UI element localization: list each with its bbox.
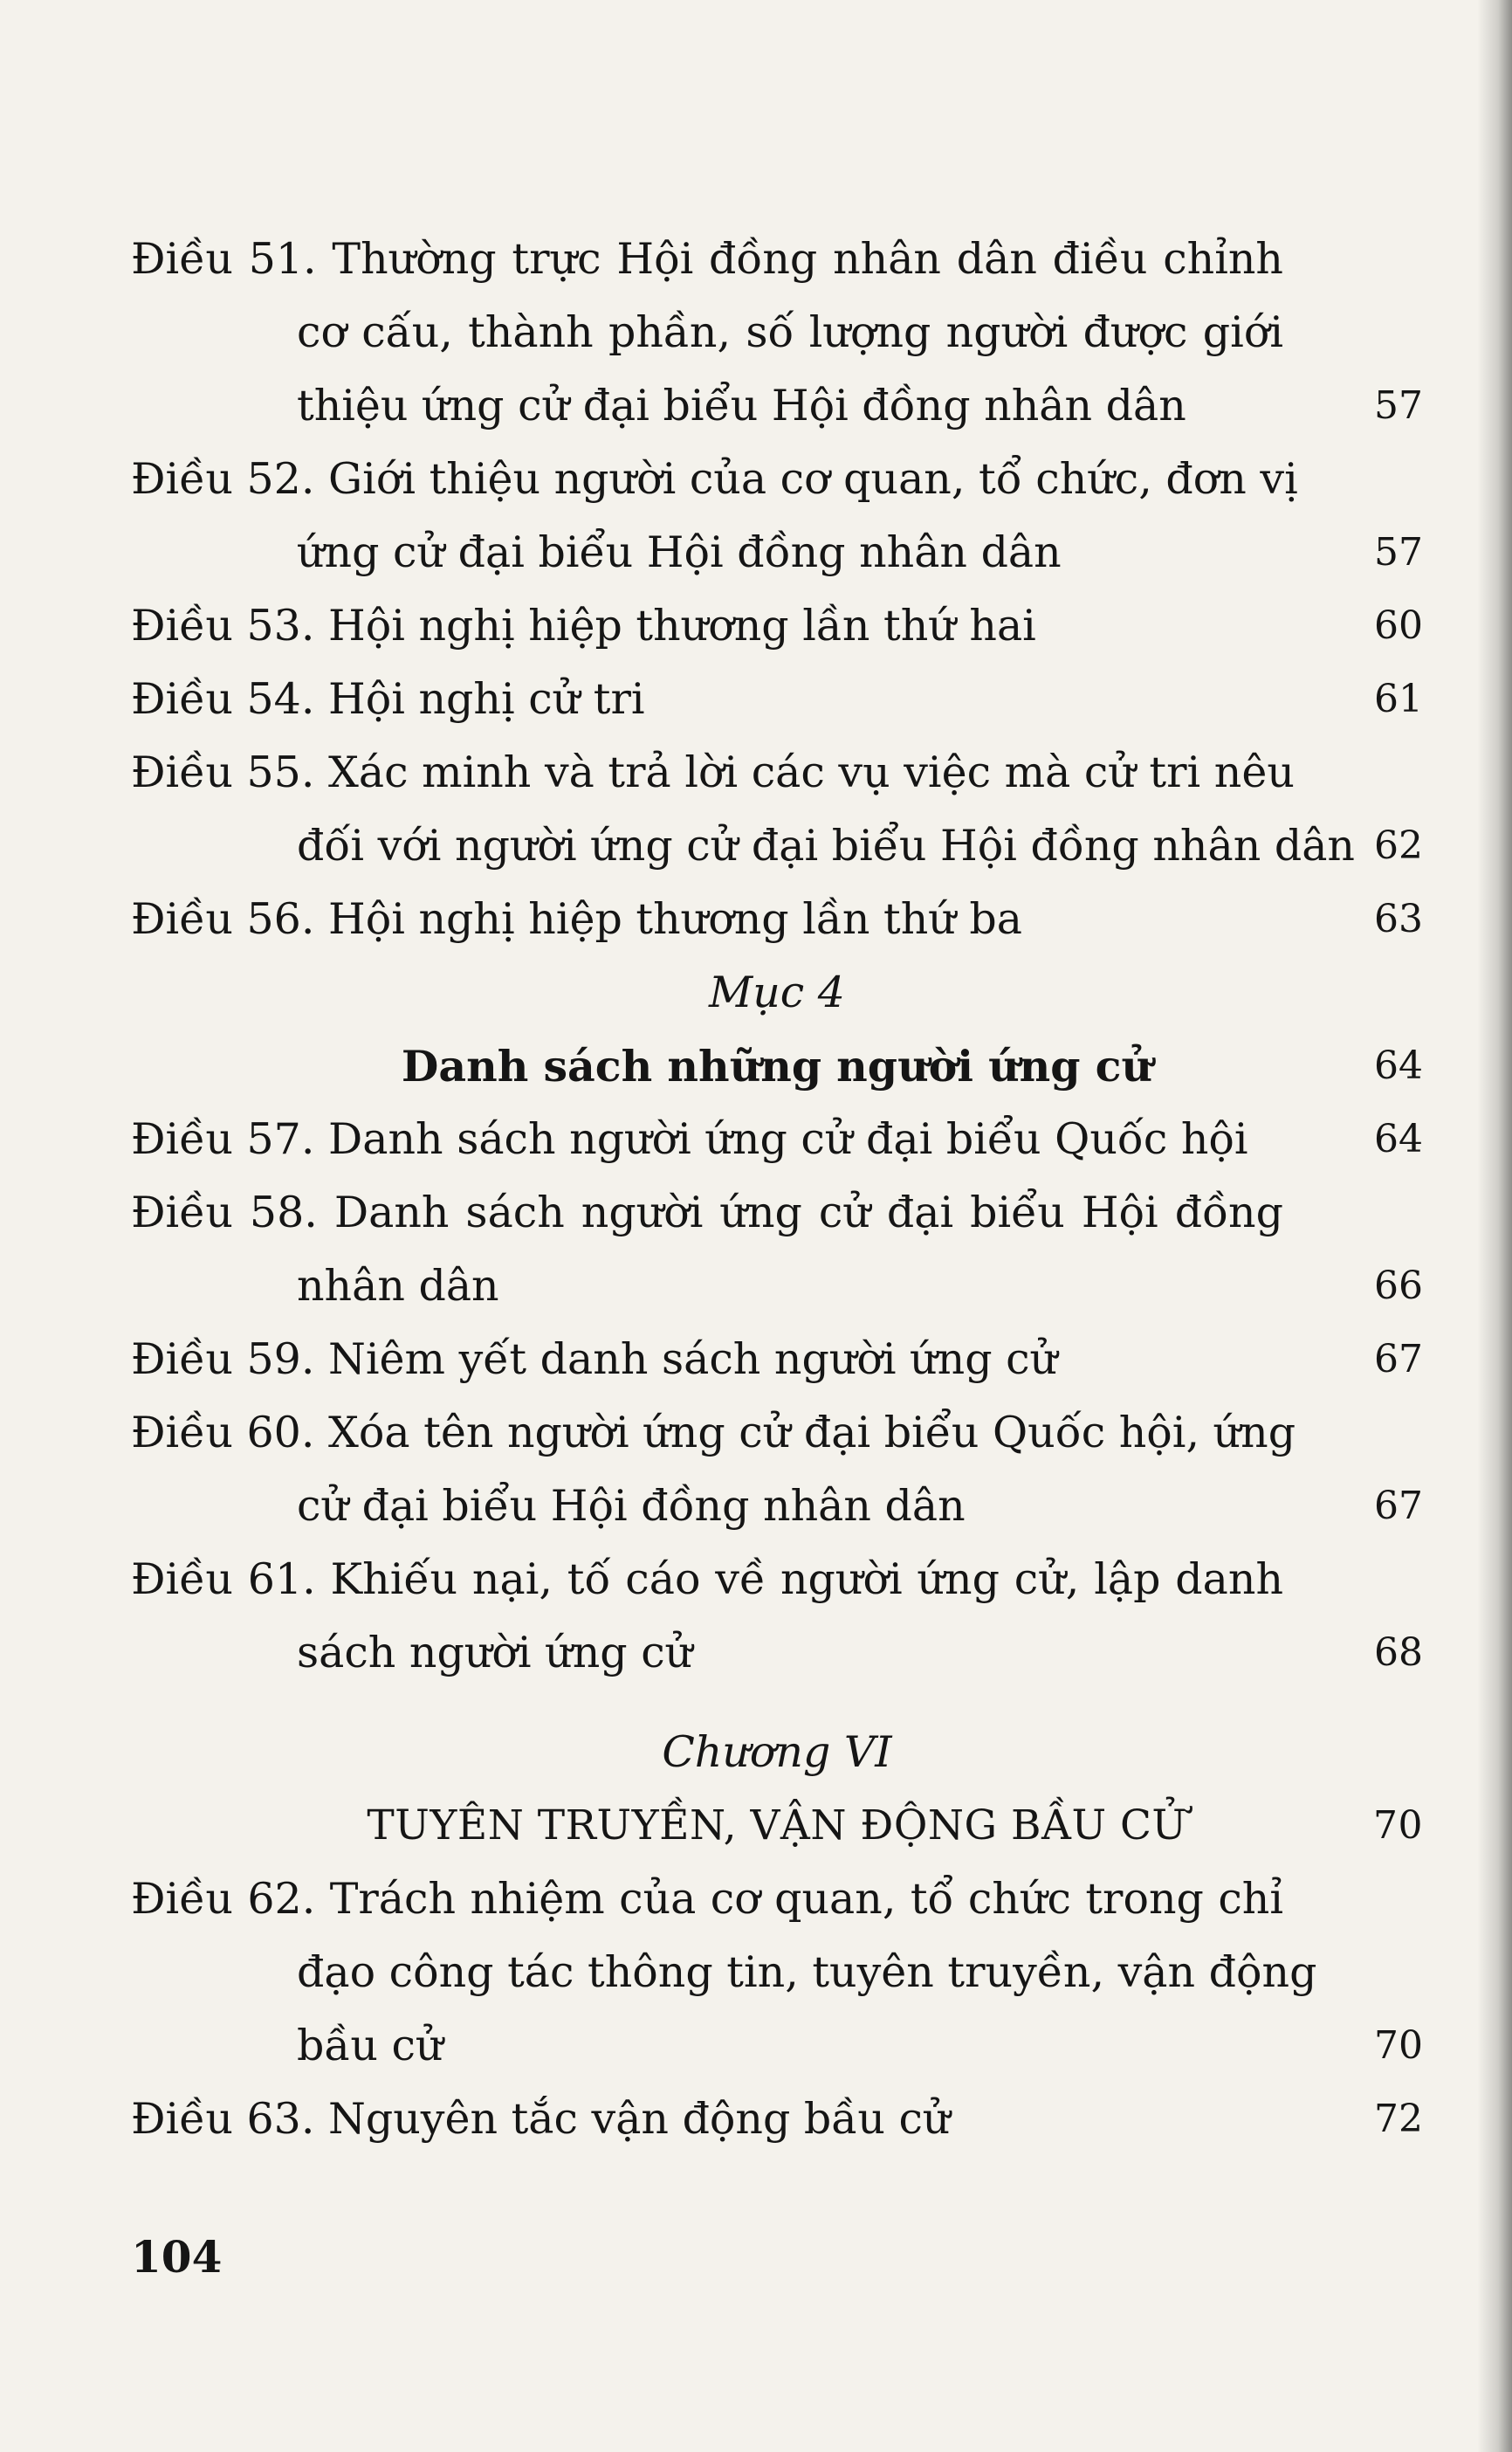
toc-entry-line: Điều 53. Hội nghị hiệp thương lần thứ hai	[131, 601, 1036, 651]
chapter-label-text: Chương VI	[662, 1727, 892, 1777]
toc-entry-page-number: 64	[1374, 1117, 1423, 1161]
toc-entry-line: cơ cấu, thành phần, số lượng người được giới	[297, 307, 1283, 357]
toc-entry-line: ứng cử đại biểu Hội đồng nhân dân	[297, 527, 1062, 577]
section-title[interactable]	[131, 1030, 1423, 1103]
toc-entry-page-number: 63	[1374, 897, 1423, 941]
section-label-text: Mục 4	[709, 968, 845, 1017]
toc-entry-page-number: 66	[1374, 1264, 1423, 1308]
toc-entry-line: nhân dân	[297, 1261, 499, 1311]
toc-entry-page-number: 72	[1374, 2097, 1423, 2141]
toc-entry-line: thiệu ứng cử đại biểu Hội đồng nhân dân	[297, 381, 1186, 430]
chapter-label	[131, 1716, 1423, 1789]
toc-entry-line: Điều 62. Trách nhiệm của cơ quan, tổ chức trong chỉ	[131, 1874, 1283, 1924]
toc-entry-line: Điều 61. Khiếu nại, tố cáo về người ứng cử, lập danh	[131, 1554, 1283, 1604]
section-label	[131, 956, 1423, 1030]
page-folio: 104	[131, 2231, 223, 2283]
toc-entry-line: Điều 52. Giới thiệu người của cơ quan, tổ chức, đơn vị	[131, 454, 1298, 504]
toc-entry[interactable]	[131, 1396, 1423, 1543]
toc-entry-line: đối với người ứng cử đại biểu Hội đồng nhân dân	[297, 821, 1355, 871]
toc-entry-page-number: 67	[1374, 1337, 1423, 1381]
toc-entry-line: Điều 60. Xóa tên người ứng cử đại biểu Quốc hội, ứng	[131, 1408, 1296, 1457]
toc-entry-line: Điều 54. Hội nghị cử tri	[131, 674, 645, 724]
toc-entry[interactable]	[131, 736, 1423, 883]
toc-entry[interactable]	[131, 223, 1423, 443]
table-of-contents	[131, 223, 1423, 2156]
section-title-text: Danh sách những người ứng cử	[401, 1041, 1153, 1092]
toc-entry-line: Điều 58. Danh sách người ứng cử đại biểu Hội đồng	[131, 1188, 1283, 1237]
toc-entry-line: cử đại biểu Hội đồng nhân dân	[297, 1481, 966, 1531]
toc-entry-page-number: 67	[1374, 1484, 1423, 1528]
toc-entry-line: Điều 57. Danh sách người ứng cử đại biểu Quốc hội	[131, 1114, 1248, 1164]
toc-entry[interactable]	[131, 1863, 1423, 2083]
toc-entry[interactable]	[131, 1176, 1423, 1323]
chapter-title-text: TUYÊN TRUYỀN, VẬN ĐỘNG BẦU CỬ	[367, 1801, 1187, 1849]
chapter-page-number: 70	[1373, 1803, 1423, 1848]
chapter-gap	[131, 1690, 1423, 1716]
toc-entry[interactable]	[131, 1103, 1423, 1176]
toc-entry-line: Điều 63. Nguyên tắc vận động bầu cử	[131, 2094, 951, 2144]
toc-entry-page-number: 60	[1374, 603, 1423, 648]
toc-entry-page-number: 70	[1374, 2023, 1423, 2068]
toc-entry[interactable]	[131, 663, 1423, 736]
toc-entry-page-number: 61	[1374, 677, 1423, 721]
toc-entry-page-number: 62	[1374, 823, 1423, 868]
toc-entry-page-number: 68	[1374, 1630, 1423, 1675]
toc-entry[interactable]	[131, 883, 1423, 956]
toc-entry[interactable]	[131, 443, 1423, 589]
toc-group-section-3	[131, 223, 1423, 956]
section-page-number: 64	[1374, 1043, 1423, 1088]
toc-entry-line: Điều 51. Thường trực Hội đồng nhân dân điều chỉnh	[131, 234, 1283, 284]
toc-group-chapter-6	[131, 1863, 1423, 2156]
toc-entry[interactable]	[131, 2083, 1423, 2156]
toc-entry-line: Điều 56. Hội nghị hiệp thương lần thứ ba	[131, 894, 1022, 944]
toc-entry-line: bầu cử	[297, 2021, 443, 2070]
toc-entry-page-number: 57	[1374, 383, 1423, 428]
toc-entry-line: sách người ứng cử	[297, 1628, 693, 1677]
toc-group-section-4	[131, 1103, 1423, 1690]
toc-entry-line: đạo công tác thông tin, tuyên truyền, vận động	[297, 1947, 1317, 1997]
toc-entry[interactable]	[131, 1323, 1423, 1396]
toc-entry-line: Điều 59. Niêm yết danh sách người ứng cử	[131, 1334, 1058, 1384]
chapter-title[interactable]	[131, 1789, 1423, 1863]
page-edge-shadow	[1477, 0, 1512, 2452]
toc-entry[interactable]	[131, 589, 1423, 663]
toc-entry-page-number: 57	[1374, 530, 1423, 575]
toc-entry-line: Điều 55. Xác minh và trả lời các vụ việc mà cử tri nêu	[131, 747, 1295, 797]
toc-entry[interactable]	[131, 1543, 1423, 1690]
